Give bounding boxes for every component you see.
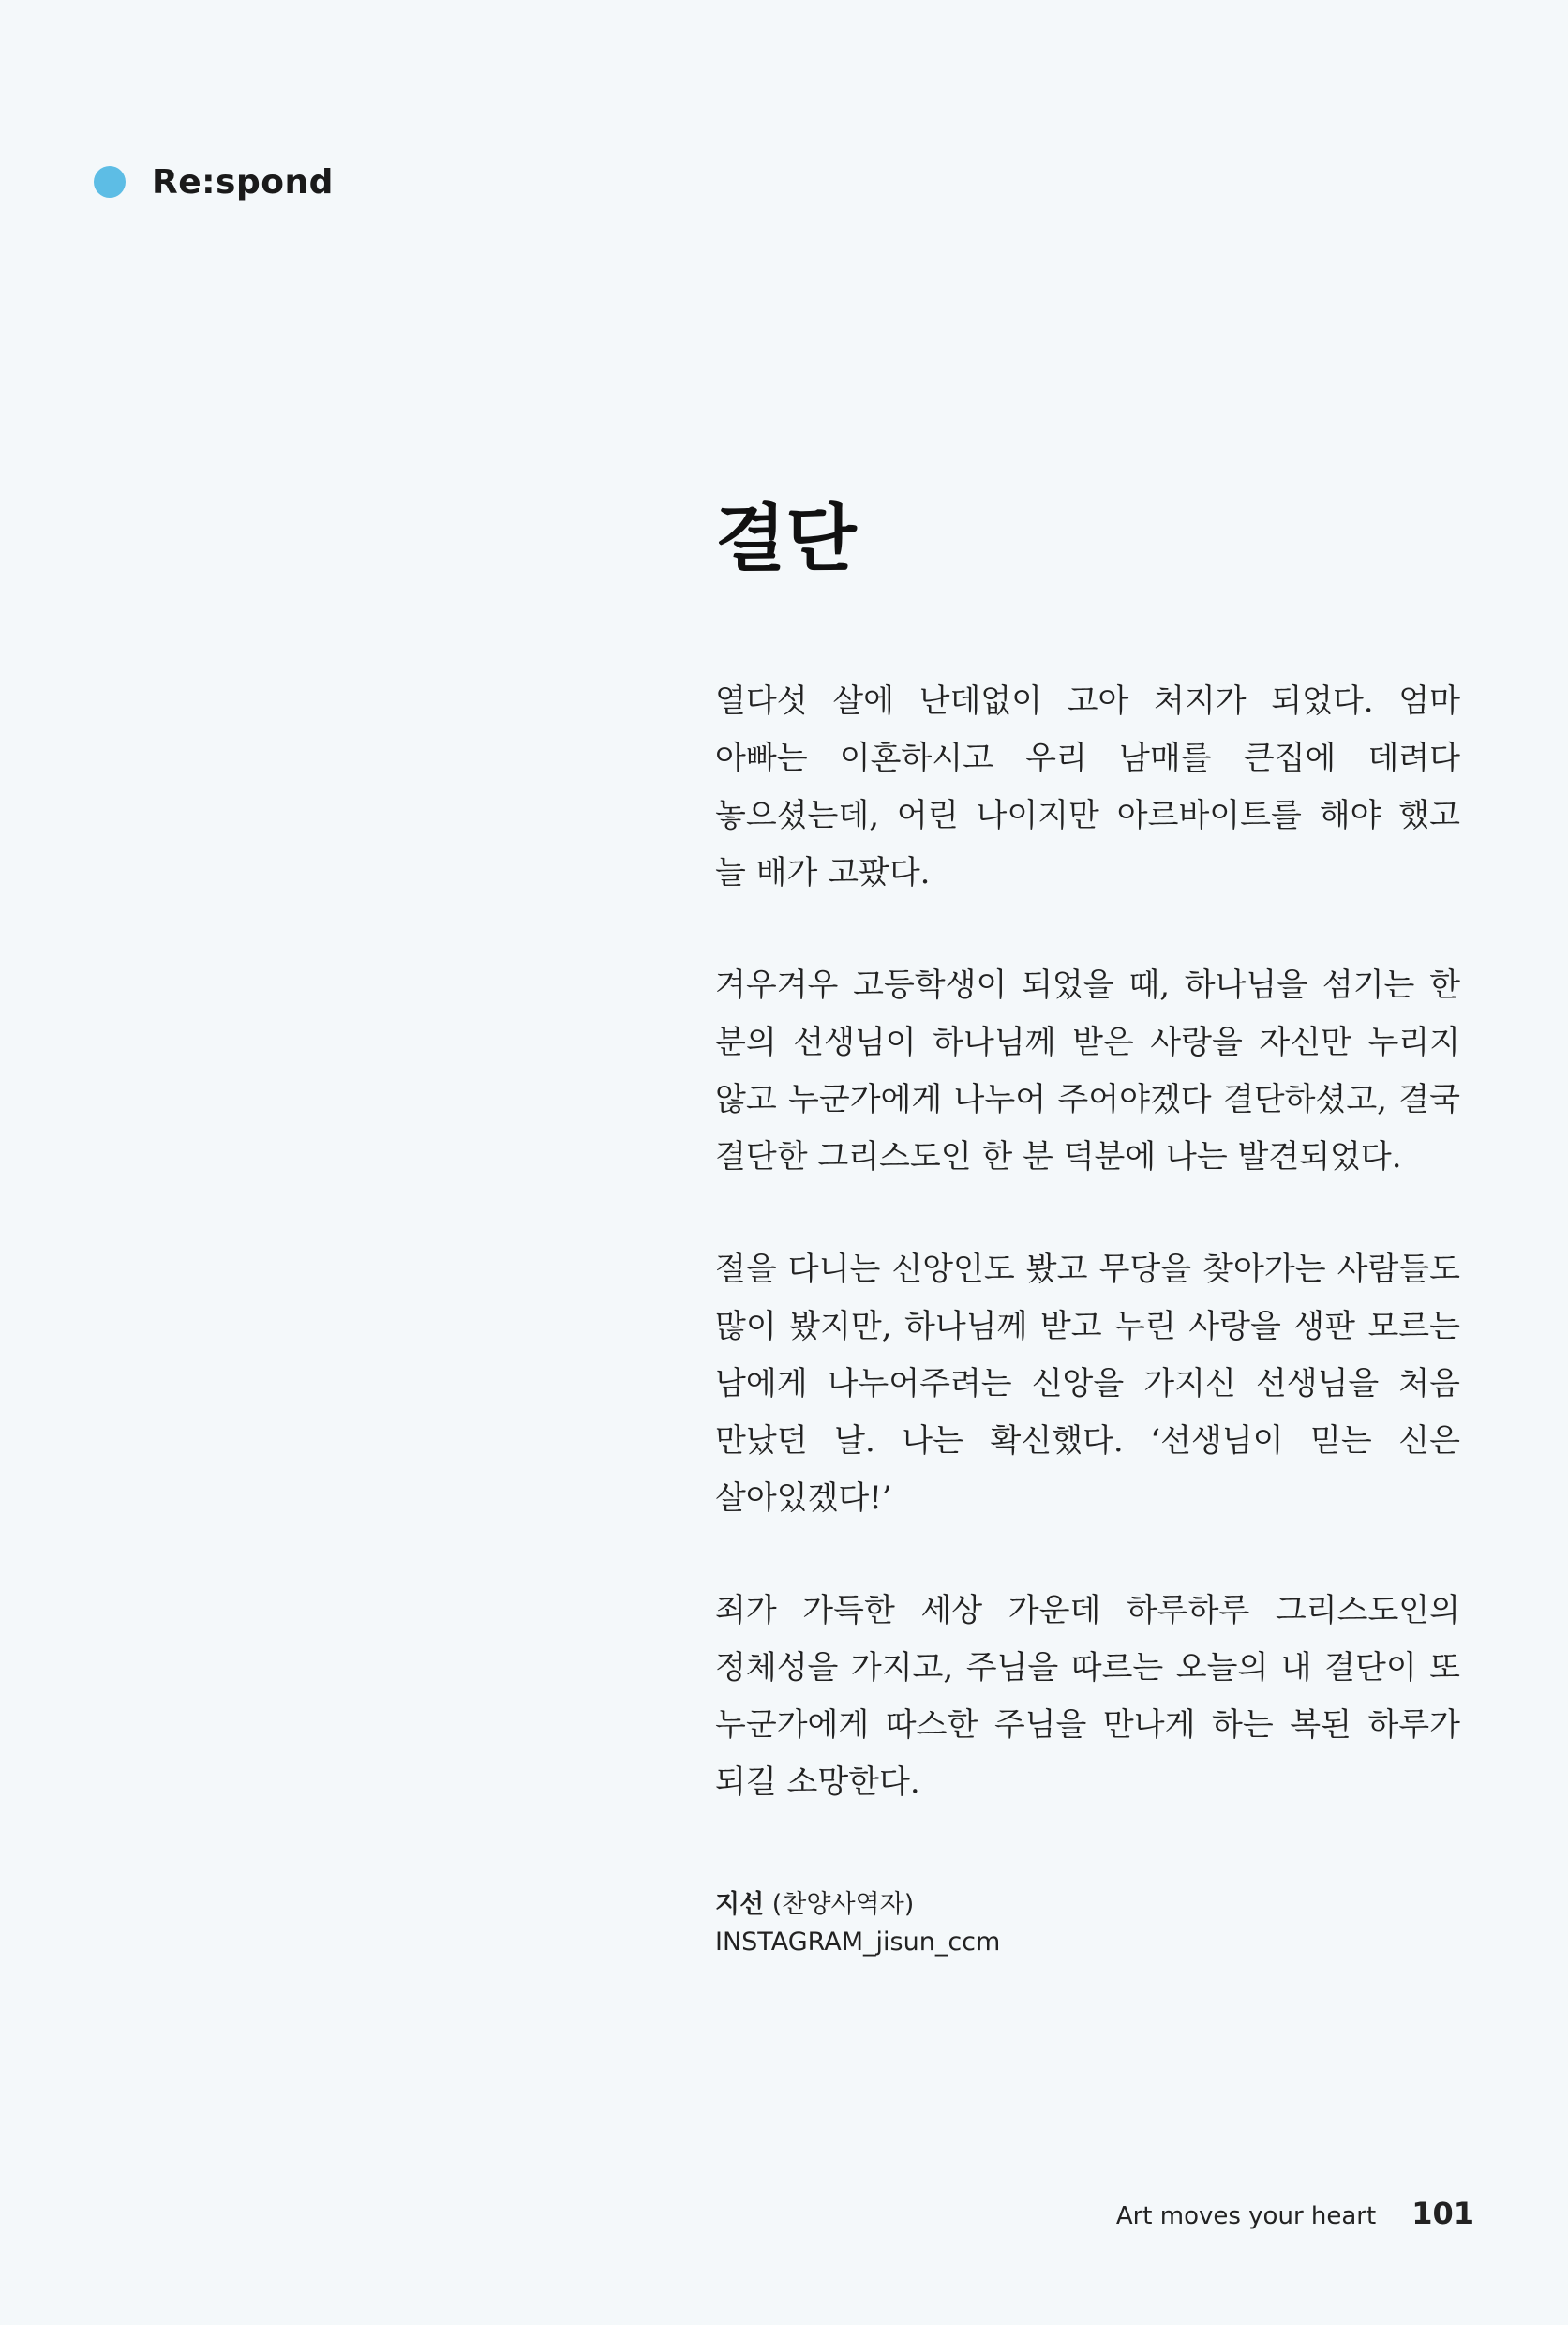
footer-tagline: Art moves your heart	[1115, 2202, 1377, 2230]
section-title: Re:spond	[152, 162, 334, 202]
page-number: 101	[1411, 2196, 1474, 2231]
article-title: 결단	[715, 497, 857, 581]
article	[715, 488, 1460, 1961]
author-role: (찬양사역자)	[771, 1890, 915, 1919]
circle-bullet-icon	[94, 166, 126, 198]
page-footer	[1116, 2196, 1474, 2231]
article-paragraph: 죄가 가득한 세상 가운데 하루하루 그리스도인의 정체성을 가지고, 주님을 따르는 오늘의 내 결단이 또 누군가에게 따스한 주님을 만나게 하는 복된 하루가 되길 소망한다.	[715, 1592, 1460, 1801]
article-paragraph: 절을 다니는 신앙인도 봤고 무당을 찾아가는 사람들도 많이 봤지만, 하나님께 받고 누린 사랑을 생판 모르는 남에게 나누어주려는 신앙을 가지신 선생님을 처음 만났던 날. 나는 확신했다. ‘선생님이 믿는 신은 살아있겠다!’	[715, 1251, 1460, 1517]
author-name: 지선	[715, 1890, 765, 1919]
author-instagram-handle: INSTAGRAM_jisun_ccm	[715, 1928, 1001, 1957]
author-credit	[715, 1886, 1460, 1961]
section-label	[94, 158, 334, 206]
article-paragraph: 겨우겨우 고등학생이 되었을 때, 하나님을 섬기는 한 분의 선생님이 하나님께 받은 사랑을 자신만 누리지 않고 누군가에게 나누어 주어야겠다 결단하셨고, 결국 결단한 그리스도인 한 분 덕분에 나는 발견되었다.	[715, 967, 1460, 1176]
article-paragraph: 열다섯 살에 난데없이 고아 처지가 되었다. 엄마 아빠는 이혼하시고 우리 남매를 큰집에 데려다 놓으셨는데, 어린 나이지만 아르바이트를 해야 했고 늘 배가 고팠다.	[715, 682, 1460, 892]
